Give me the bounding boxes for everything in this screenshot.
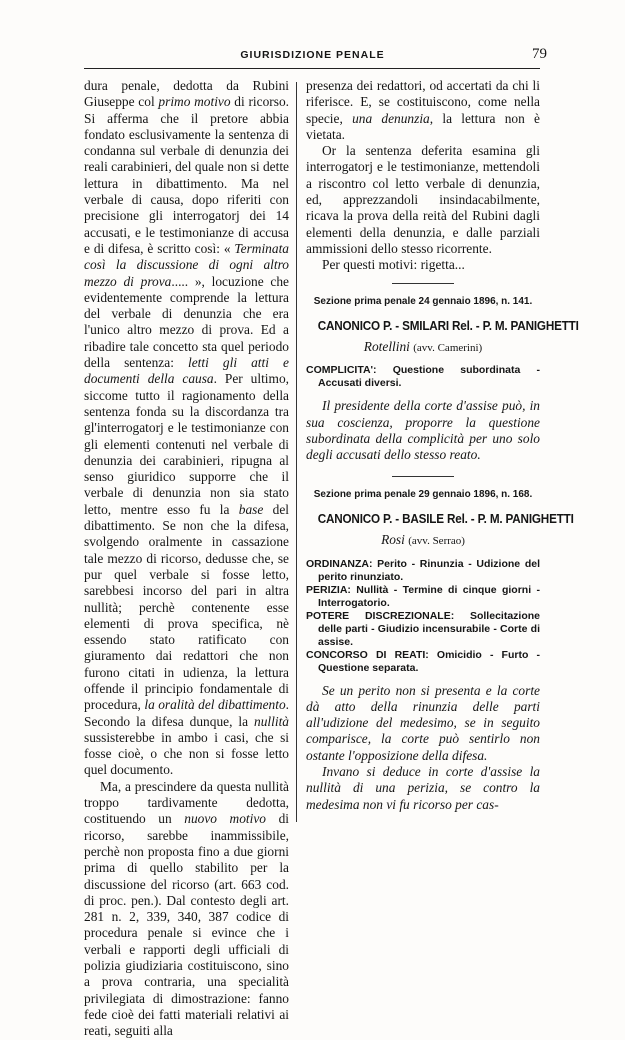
case-party [306,532,540,549]
header-rule [84,68,540,69]
running-header-title: GIURISDIZIONE PENALE [240,49,385,61]
case-keyword: PERIZIA: Nullità - Termine di cinque giorni - Interrogatorio. [306,583,540,609]
right-paragraph-1: presenza dei redattori, od accertati da chi li riferisce. E, se costituiscono, come nella specie, una denunzia, la lettura non è vietata. [306,78,540,142]
left-column [84,78,289,1040]
right-paragraph-2: Or la sentenza deferita esamina gli interrogatorj e le testimonianze, mettendoli a riscontro col letto verbale di denunzia, ed, apprezzandoli insindacabilmente, ricava la prova della reità del Rubini dagli elementi della denunzia, e dalle parziali ammissioni dello stesso ricorrente. [306,143,540,256]
case-entry-2 [306,486,574,813]
case-entry-1 [306,293,579,464]
case-judges: CANONICO P. - BASILE Rel. - P. M. PANIGHETTI [317,510,574,526]
case-maxim: Il presidente della corte d'assise può, in sua coscienza, proporre la questione subordinata della complicità per uno solo degli accusati dello stesso reato. [306,398,540,463]
party-advocate: (avv. Camerini) [413,342,483,355]
case-judges: CANONICO P. - SMILARI Rel. - P. M. PANIGHETTI [317,317,579,333]
case-maxim: Invano si deduce in corte d'assise la nullità di una perizia, se contro la medesima non vi fu ricorso per cas- [306,764,540,812]
right-paragraph-3: Per questi motivi: rigetta... [322,257,465,273]
case-maxim: Se un perito non si presenta e la corte dà atto della rinunzia delle parti all'udizione del medesimo, se in seguito comparisce, la corte può sentirlo non ostante l'opposizione della difesa. [306,682,540,763]
case-keyword: COMPLICITA': Questione subordinata - Accusati diversi. [306,364,540,390]
left-paragraph-1: dura penale, dedotta da Rubini Giuseppe col primo motivo di ricorso. Si afferma che il pretore abbia fondato esclusivamente la sentenza di condanna sul verbale di denunzia dei reali carabinieri, del quale non si dette lettura in dibattimento. Ma nel verbale di causa, dopo riferiti con precisione gli interrogatorj dei 14 accusati, e le testimonianze di accusa e di difesa, è scritto così: « Terminata così la discussione di ogni altro mezzo di prova..... », locuzione che evidentemente comprende la lettura del verbale di denunzia che era l'unico altro mezzo di prova. Ed a ribadire tale concetto sta quel periodo della sentenza: letti gli atti e documenti della causa. Per ultimo, siccome tutto il ragionamento della sentenza fonda su la discordanza tra gl'interrogatorj e le testimonianze con gli elementi contenuti nel verbale di denunzia dei carabinieri, ripugna al senso giuridico supporre che il verbale di denunzia non sia stato letto, mentre esso fu la base del dibattimento. Se non che la difesa, svolgendo oralmente in cassazione tale mezzo di ricorso, dedusse che, se pur quel verbale si fosse letto, sarebbesi incorso del pari in altra nullità; perchè contenente esse elementi di prova specifica, nè essendo stato ratificato con giuramento dai redattori che non furono citati in udienza, la lettura offende il principio fondamentale di procedura, la oralità del dibattimento. Secondo la difesa dunque, la nullità sussisterebbe in ambo i casi, che si fosse cioè, o che non si fosse letto quel documento. [84,78,289,778]
case-keyword: POTERE DISCREZIONALE: Sollecitazione delle parti - Giudizio incensurabile - Corte di assise. [306,609,540,648]
page-number: 79 [532,46,547,62]
case-date-line: Sezione prima penale 24 gennaio 1896, n. 141. [313,294,533,307]
party-name: Rotellini [363,339,410,355]
party-advocate: (avv. Serrao) [408,535,465,548]
left-paragraph-2: Ma, a prescindere da questa nullità troppo tardivamente dedotta, costituendo un nuovo motivo di ricorso, sarebbe inammissibile, perchè non proposta fino a due giorni prima di quello stabilito per la discussione del ricorso (art. 663 cod. di proc. pen.). Dal contesto degli art. 281 n. 2, 339, 340, 387 codice di procedura penale si evince che i verbali e rapporti degli ufficiali di polizia giudiziaria costituiscono, sino a prova contraria, una specialità privilegiata di dimostrazione: fanno fede cioè dei fatti materiali relativi ai reati, seguiti alla [84,778,289,1039]
right-column [306,78,579,813]
party-name: Rosi [381,532,405,548]
case-keyword: CONCORSO DI REATI: Omicidio - Furto - Questione separata. [306,648,540,674]
case-party [306,339,540,356]
column-divider [296,82,297,822]
section-separator [392,283,454,284]
case-keyword: ORDINANZA: Perito - Rinunzia - Udizione del perito rinunziato. [306,557,540,583]
section-separator [392,476,454,477]
case-date-line: Sezione prima penale 29 gennaio 1896, n. 168. [313,487,533,500]
